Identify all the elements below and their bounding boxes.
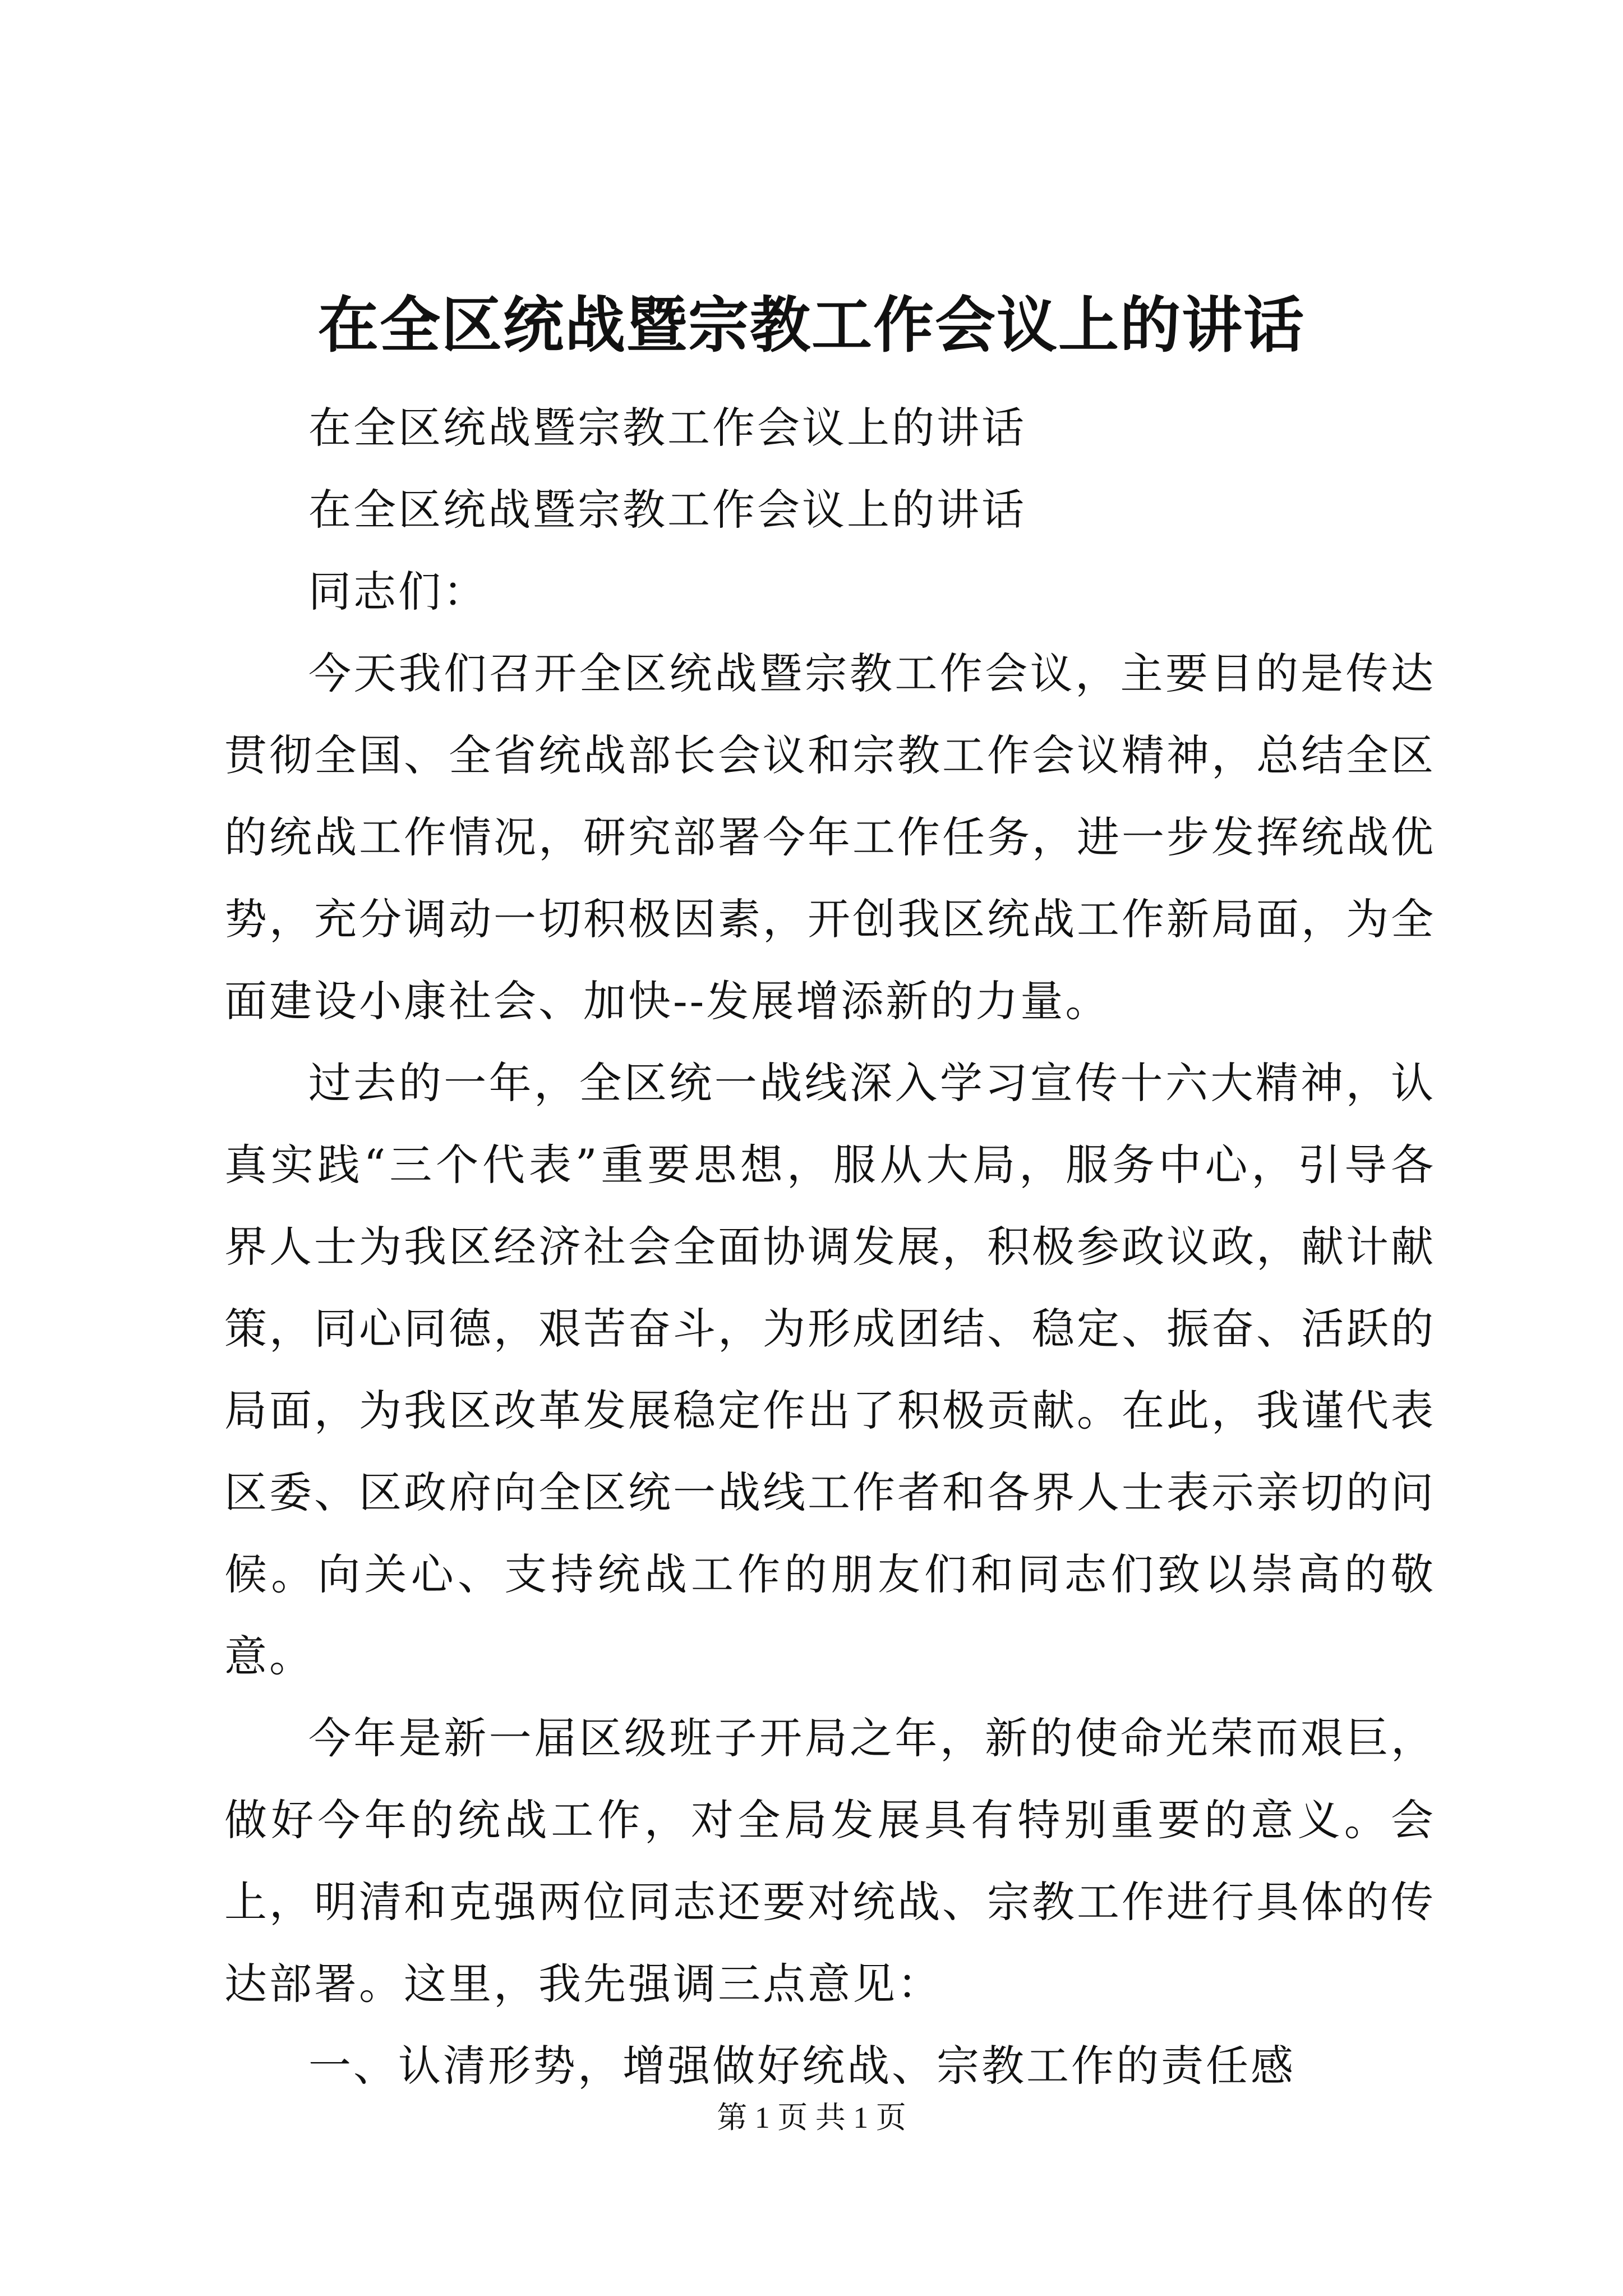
subtitle-line-2: 在全区统战暨宗教工作会议上的讲话 (308, 485, 1026, 535)
paragraph-this-year: 今年是新一届区级班子开局之年，新的使命光荣而艰巨，做好今年的统战工作，对全局发展具有特别重要的意义。会上，明清和克强两位同志还要对统战、宗教工作进行具体的传达部署。这里，我先强调三点意见： (224, 1713, 1436, 2009)
salutation: 同志们： (308, 567, 488, 616)
paragraph-review: 过去的一年，全区统一战线深入学习宣传十六大精神，认真实践“三个代表”重要思想，服从大局，服务中心，引导各界人士为我区经济社会全面协调发展，积极参政议政，献计献策，同心同德，艰苦奋斗，为形成团结、稳定、振奋、活跃的局面，为我区改革发展稳定作出了积极贡献。在此，我谨代表区委、区政府向全区统一战线工作者和各界人士表示亲切的问候。向关心、支持统战工作的朋友们和同志们致以崇高的敬意。 (224, 1058, 1436, 1681)
document-body (224, 387, 1436, 2107)
paragraph-intro: 今天我们召开全区统战暨宗教工作会议，主要目的是传达贯彻全国、全省统战部长会议和宗教工作会议精神，总结全区的统战工作情况，研究部署今年工作任务，进一步发挥统战优势，充分调动一切积极因素，开创我区统战工作新局面，为全面建设小康社会、加快--发展增添新的力量。 (224, 648, 1436, 1026)
subtitle-line-1: 在全区统战暨宗教工作会议上的讲话 (308, 403, 1026, 453)
page-footer: 第 1 页 共 1 页 (717, 2101, 906, 2134)
section-heading-1: 一、认清形势，增强做好统战、宗教工作的责任感 (308, 2041, 1295, 2091)
document-title: 在全区统战暨宗教工作会议上的讲话 (317, 290, 1305, 361)
